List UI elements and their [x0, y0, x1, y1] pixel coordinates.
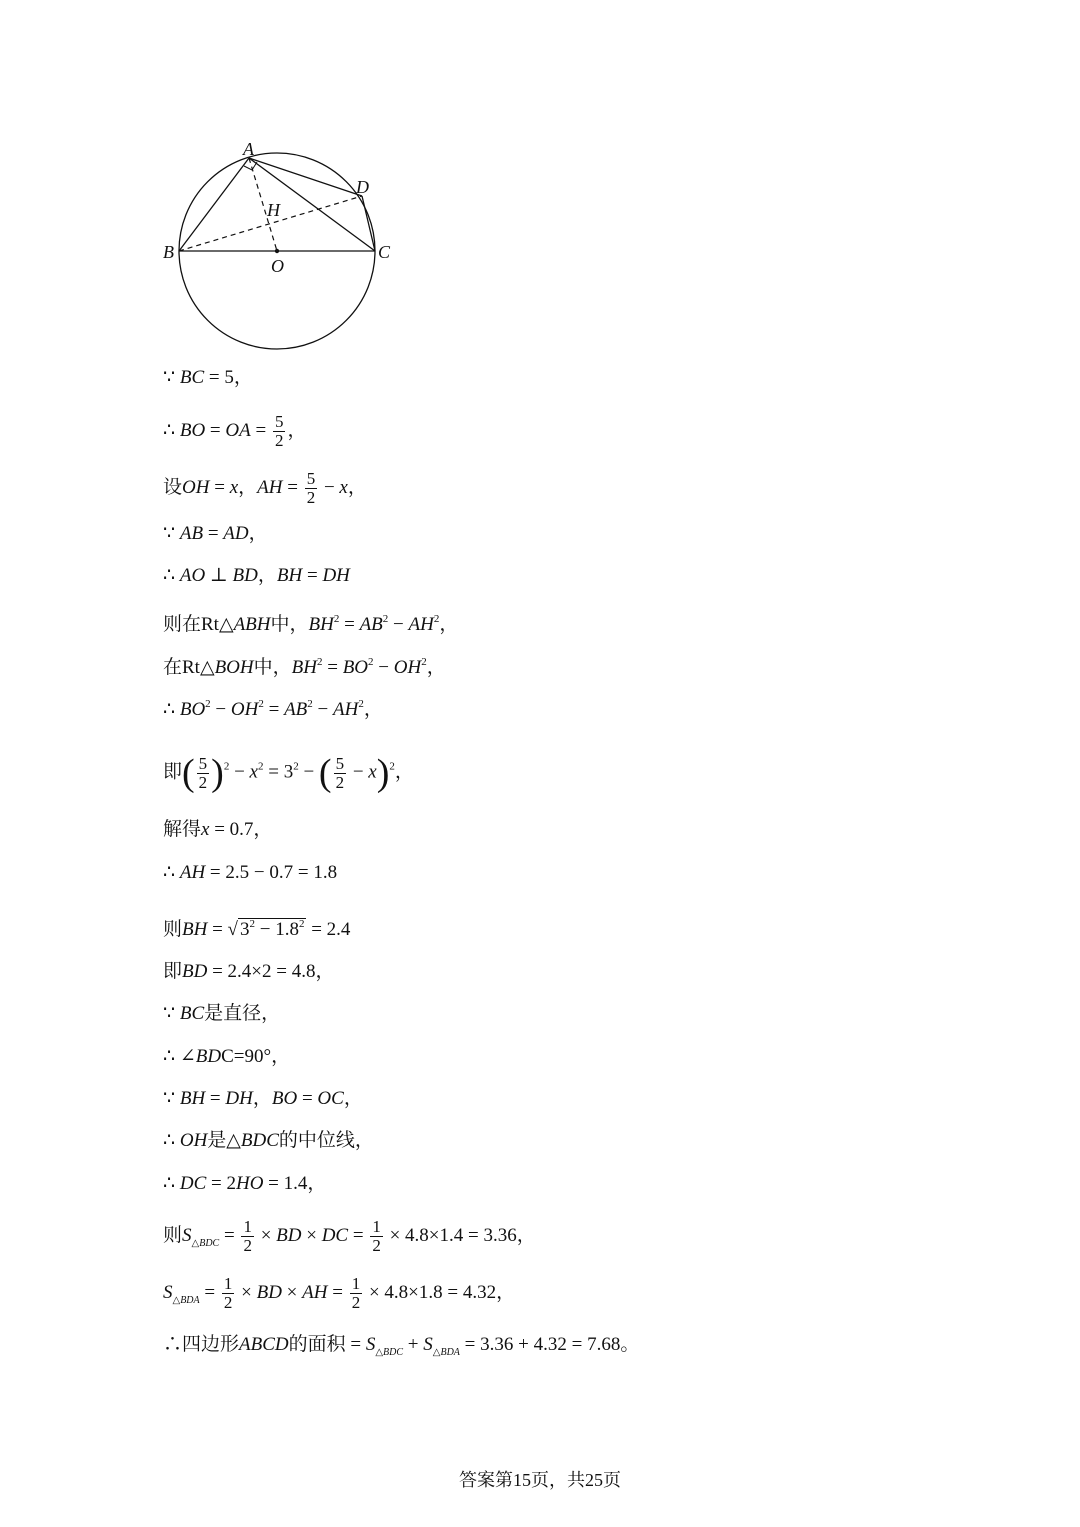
center-dot: [275, 249, 279, 253]
label-c: C: [378, 242, 391, 262]
line-7: 在Rt△BOH中，$BH^2 = BO^2 - OH^2$，: [163, 656, 446, 678]
line-5: ∴ AO ⊥ BD，BH = DH: [163, 565, 350, 586]
line-10: 解得x = 0.7，: [163, 819, 273, 840]
line-20: $S_{\triangle BDA}$ = $\frac{1}{2}$ × BD × AH = $\frac{1}{2}$ × 4.8×1.8 = 4.32，: [163, 1274, 516, 1312]
label-b: B: [163, 242, 174, 262]
line-3: 设OH = x，AH = $\frac{5}{2}$ − x，: [163, 469, 367, 507]
label-d: D: [356, 177, 369, 197]
line-14: ∵ BC是直径，: [163, 1003, 281, 1024]
line-9: 即( $\frac{5}{2}$ )$^2 - x^2 = 3^2$ − ( $\frac{5}{2}$ − x)$^2$，: [163, 752, 414, 794]
label-o: O: [271, 256, 284, 276]
line-18: ∴ DC = 2HO = 1.4，: [163, 1173, 327, 1194]
line-11: ∴ AH = 2.5 − 0.7 = 1.8: [163, 862, 338, 883]
line-1: ∵ BC = 5，: [163, 367, 253, 388]
line-17: ∴ OH是△BDC的中位线，: [163, 1130, 374, 1151]
segment-ad: [249, 158, 362, 196]
line-15: ∴ ∠BDC=90°，: [163, 1046, 291, 1067]
line-16: ∵ BH = DH，BO = OC，: [163, 1088, 363, 1109]
line-13: 即BD = 2.4×2 = 4.8，: [163, 961, 335, 982]
label-h: H: [267, 200, 280, 220]
line-4: ∵ AB = AD，: [163, 523, 268, 544]
page-footer: 答案第15页，共25页: [459, 1470, 621, 1490]
label-a: A: [243, 139, 254, 159]
line-2: ∴ BO = OA = $\frac{5}{2}$ ，: [163, 412, 307, 450]
line-8: ∴ $BO^2 - OH^2 = AB^2 - AH^2$，: [163, 698, 383, 720]
line-12: 则BH = √ $3^2 - 1.8^2 = 2.4$: [163, 918, 351, 940]
circle-geometry-diagram: [150, 130, 410, 365]
line-6: 则在Rt△ABH中，$BH^2 = AB^2 - AH^2$，: [163, 613, 459, 635]
line-21: ∴四边形ABCD的面积 = $S_{\triangle BDC} + S_{\triangle BDA} = 3.36 + 4.32 = 7.68$。: [163, 1334, 640, 1358]
line-19: 则$S_{\triangle BDC}$ = $\frac{1}{2}$ × BD × DC = $\frac{1}{2}$ × 4.8×1.4 = 3.36，: [163, 1217, 536, 1255]
segment-ab: [179, 158, 249, 251]
